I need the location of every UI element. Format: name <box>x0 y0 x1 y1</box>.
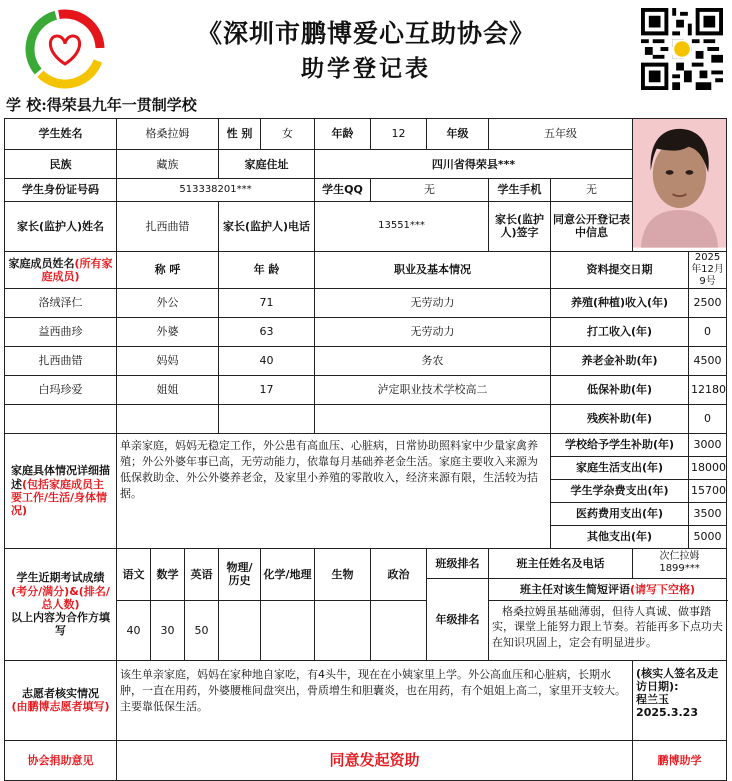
subject-physics-history: 物理/历史 <box>219 548 261 600</box>
consent-text: 同意公开登记表中信息 <box>551 201 633 251</box>
gender-label: 性 别 <box>219 119 261 150</box>
finance-label: 其他支出(年) <box>551 525 689 548</box>
member-age: 71 <box>219 288 315 317</box>
finance-value: 3500 <box>689 502 727 525</box>
teacher-label: 班主任姓名及电话 <box>489 548 633 578</box>
score-physics-history <box>219 600 261 660</box>
member-job: 无劳动力 <box>315 288 551 317</box>
form-title-line1: 《深圳市鹏博爱心互助协会》 <box>196 19 535 48</box>
score-math: 30 <box>151 600 185 660</box>
finance-value: 15700 <box>689 479 727 502</box>
teacher-comment-text: 格桑拉姆虽基础薄弱，但待人真诚、做事踏实，课堂上能努力跟上节奏。若能再多下点功夫在知识巩固上，定会有明显进步。 <box>489 600 727 660</box>
header <box>0 0 732 92</box>
guardian-phone: 13551*** <box>315 201 489 251</box>
guardian-name: 扎西曲错 <box>117 201 219 251</box>
member-job-empty <box>315 404 551 433</box>
member-name: 扎西曲错 <box>5 346 117 375</box>
member-name-empty <box>5 404 117 433</box>
student-photo-icon <box>633 119 726 248</box>
finance-label: 学校给予学生补助(年) <box>551 433 689 456</box>
finance-label: 养殖(种植)收入(年) <box>551 288 689 317</box>
school-name: 学 校:得荣县九年一贯制学校 <box>6 96 197 114</box>
subject-math: 数学 <box>151 548 185 600</box>
opinion-value: 同意发起资助 <box>117 740 633 780</box>
finance-value: 0 <box>689 317 727 346</box>
member-name: 益西曲珍 <box>5 317 117 346</box>
scores-label: 学生近期考试成绩 (考分/满分)&(排名/总人数) 以上内容为合作方填写 <box>5 548 117 660</box>
teacher-comment-label: 班主任对该生简短评语(请写下空格) <box>489 578 727 600</box>
subject-chemistry-geography: 化学/地理 <box>261 548 315 600</box>
student-name: 格桑拉姆 <box>117 119 219 150</box>
qr-code-icon <box>641 8 723 90</box>
finance-value: 18000 <box>689 456 727 479</box>
finance-value: 5000 <box>689 525 727 548</box>
finance-label: 医药费用支出(年) <box>551 502 689 525</box>
finance-label: 低保补助(年) <box>551 375 689 404</box>
member-relation: 外公 <box>117 288 219 317</box>
subject-politics: 政治 <box>371 548 427 600</box>
registration-table <box>4 118 727 781</box>
address-value: 四川省得荣县*** <box>315 150 633 179</box>
address-label: 家庭住址 <box>219 150 315 179</box>
student-name-label: 学生姓名 <box>5 119 117 150</box>
member-age: 63 <box>219 317 315 346</box>
member-age: 40 <box>219 346 315 375</box>
finance-value: 2500 <box>689 288 727 317</box>
member-name: 洛绒泽仁 <box>5 288 117 317</box>
family-member-header: 家庭成员姓名(所有家庭成员) <box>5 251 117 288</box>
id-number-label: 学生身份证号码 <box>5 179 117 202</box>
student-photo <box>633 119 727 252</box>
age-label: 年龄 <box>315 119 371 150</box>
score-biology <box>315 600 371 660</box>
member-job: 务农 <box>315 346 551 375</box>
submit-date-value: 2025年12月9号 <box>689 251 727 288</box>
member-relation: 姐姐 <box>117 375 219 404</box>
member-job: 泸定职业技术学校高二 <box>315 375 551 404</box>
situation-label: 家庭具体情况详细描述(包括家庭成员主要工作/生活/身体情况) <box>5 433 117 548</box>
score-politics <box>371 600 427 660</box>
volunteer-signature: (核实人签名及走访日期): 程兰玉 2025.3.23 <box>633 660 727 740</box>
finance-value: 4500 <box>689 346 727 375</box>
finance-label: 打工收入(年) <box>551 317 689 346</box>
member-age: 17 <box>219 375 315 404</box>
subject-english: 英语 <box>185 548 219 600</box>
subject-chinese: 语文 <box>117 548 151 600</box>
member-job: 无劳动力 <box>315 317 551 346</box>
form-title-line2: 助学登记表 <box>301 55 431 82</box>
volunteer-label: 志愿者核实情况 (由鹏博志愿者填写) <box>5 660 117 740</box>
ethnicity-label: 民族 <box>5 150 117 179</box>
grade-rank-label: 年级排名 <box>427 578 489 660</box>
member-age-empty <box>219 404 315 433</box>
age-value: 12 <box>371 119 427 150</box>
finance-label: 学生学杂费支出(年) <box>551 479 689 502</box>
teacher-info: 次仁拉姆 1899*** <box>633 548 727 578</box>
finance-label: 养老金补助(年) <box>551 346 689 375</box>
grade-value: 五年级 <box>489 119 633 150</box>
member-relation: 妈妈 <box>117 346 219 375</box>
score-chemistry-geography <box>261 600 315 660</box>
brand-label: 鹏博助学 <box>633 740 727 780</box>
guardian-phone-label: 家长(监护人)电话 <box>219 201 315 251</box>
finance-label: 残疾补助(年) <box>551 404 689 433</box>
subject-biology: 生物 <box>315 548 371 600</box>
qq-label: 学生QQ <box>315 179 371 202</box>
finance-label: 家庭生活支出(年) <box>551 456 689 479</box>
finance-value: 12180 <box>689 375 727 404</box>
volunteer-text: 该生单亲家庭，妈妈在家种地自家吃，有4头牛，现在在小姨家里上学。外公高血压和心脏病，长期水肿，一直在用药，外婆腰椎间盘突出，骨质增生和胆囊炎，也在用药，有个姐姐上高二，家里开支较大。主要靠低保生活。 <box>117 660 633 740</box>
job-header: 职业及基本情况 <box>315 251 551 288</box>
member-name: 白玛珍爱 <box>5 375 117 404</box>
score-chinese: 40 <box>117 600 151 660</box>
relation-header: 称 呼 <box>117 251 219 288</box>
member-relation-empty <box>117 404 219 433</box>
ethnicity-value: 藏族 <box>117 150 219 179</box>
submit-date-label: 资料提交日期 <box>551 251 689 288</box>
finance-value: 3000 <box>689 433 727 456</box>
guardian-name-label: 家长(监护人)姓名 <box>5 201 117 251</box>
class-rank-label: 班级排名 <box>427 548 489 578</box>
phone-label: 学生手机 <box>489 179 551 202</box>
member-relation: 外婆 <box>117 317 219 346</box>
gender-value: 女 <box>261 119 315 150</box>
qq-value: 无 <box>371 179 489 202</box>
situation-text: 单亲家庭，妈妈无稳定工作，外公患有高血压、心脏病，日常协助照料家中少量家禽养殖；外公外婆年事已高，无劳动能力，依靠每月基础养老金生活。家庭主要收入来源为低保救助金、外公外婆养老金，及家里小养殖的零散收入，经济来源有限，生活较为拮据。 <box>117 433 551 548</box>
family-age-header: 年 龄 <box>219 251 315 288</box>
grade-label: 年级 <box>427 119 489 150</box>
finance-value: 0 <box>689 404 727 433</box>
opinion-label: 协会捐助意见 <box>5 740 117 780</box>
id-number-value: 513338201*** <box>117 179 315 202</box>
score-english: 50 <box>185 600 219 660</box>
guardian-sign-label: 家长(监护人)签字 <box>489 201 551 251</box>
phone-value: 无 <box>551 179 633 202</box>
